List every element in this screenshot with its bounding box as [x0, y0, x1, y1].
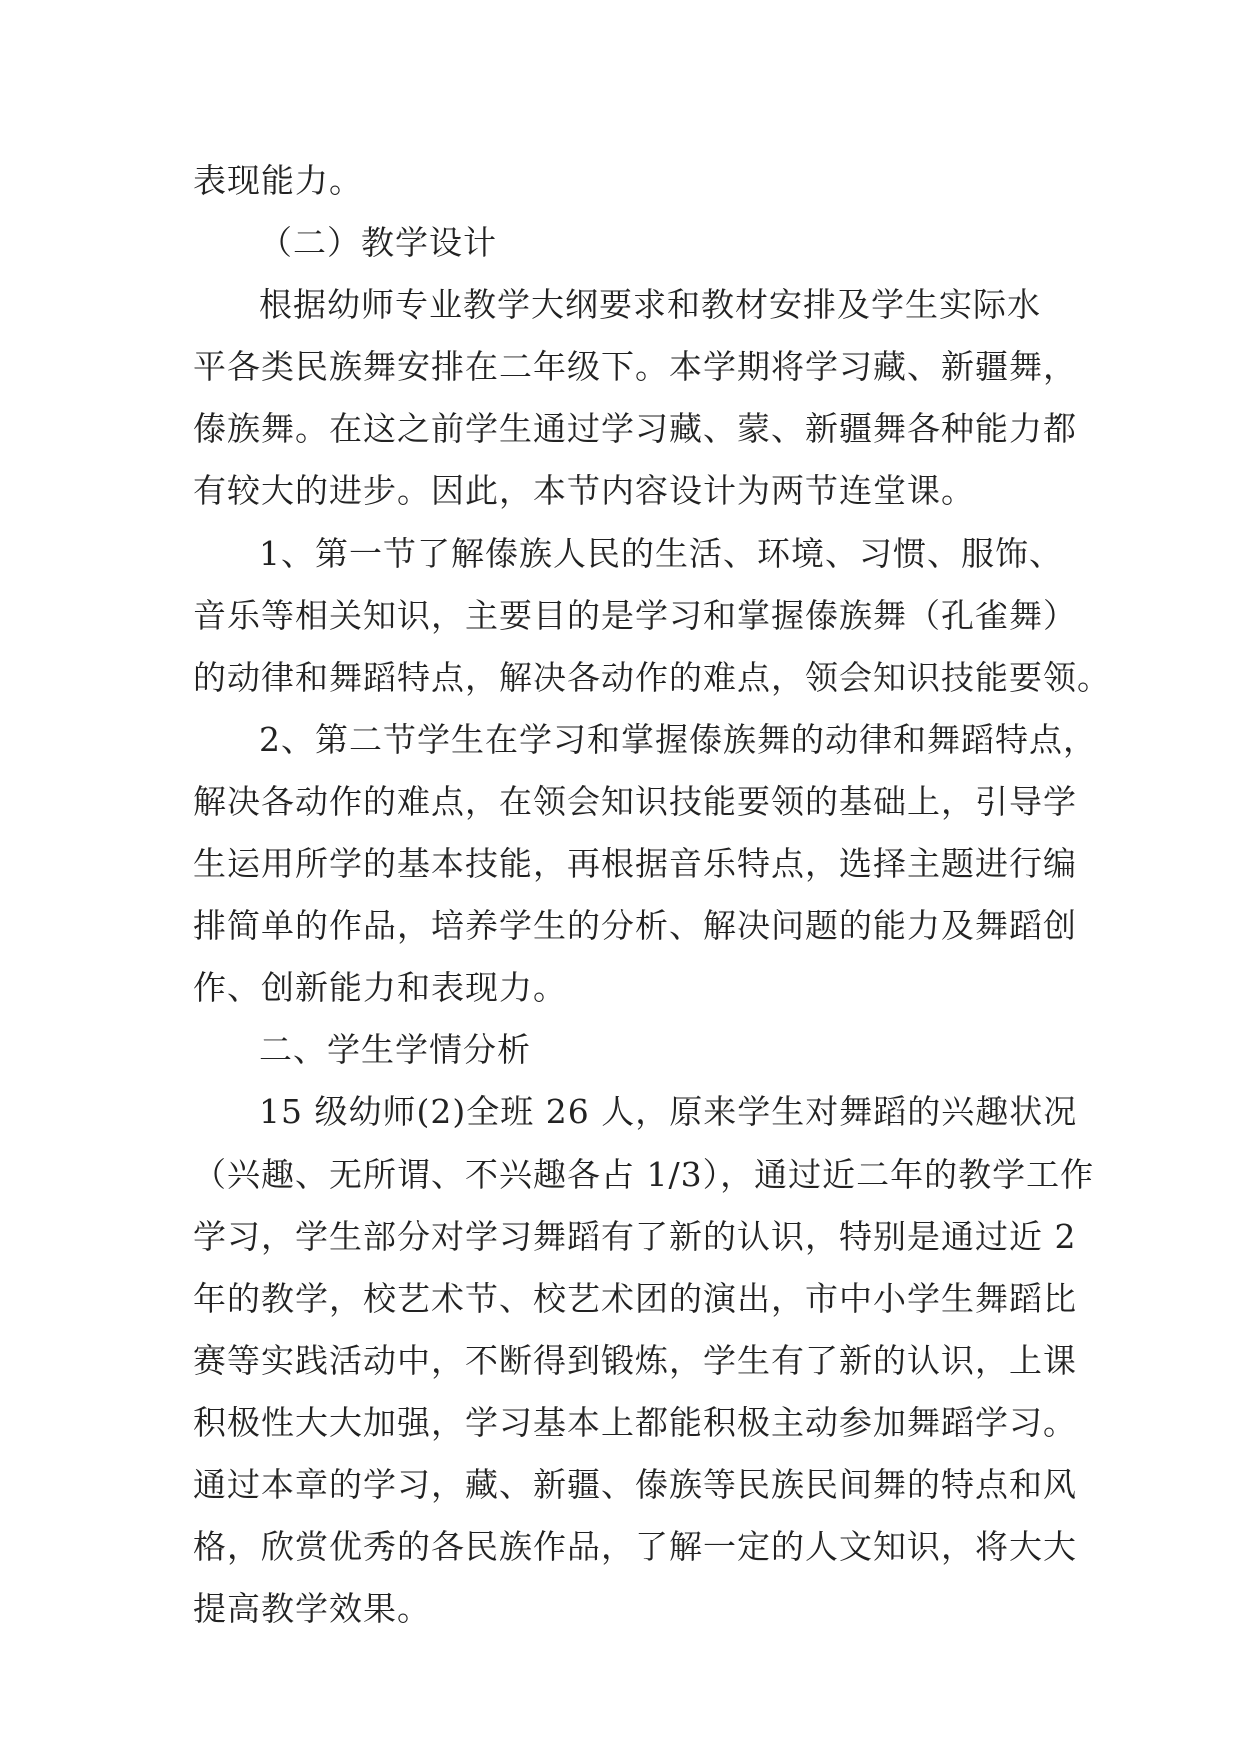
text-line: 平各类民族舞安排在二年级下。本学期将学习藏、新疆舞， — [193, 347, 1077, 387]
text-line: 格，欣赏优秀的各民族作品，了解一定的人文知识，将大大 — [193, 1527, 1077, 1567]
text-line: 根据幼师专业教学大纲要求和教材安排及学生实际水 — [259, 285, 1041, 325]
text-line: 生运用所学的基本技能，再根据音乐特点，选择主题进行编 — [193, 844, 1077, 884]
text-line: 音乐等相关知识，主要目的是学习和掌握傣族舞（孔雀舞） — [193, 595, 1077, 635]
text-line: 积极性大大加强，学习基本上都能积极主动参加舞蹈学习。 — [193, 1402, 1077, 1442]
text-line: 赛等实践活动中，不断得到锻炼，学生有了新的认识，上课 — [193, 1340, 1077, 1380]
body-text — [193, 150, 1111, 1640]
text-line: 2、第二节学生在学习和掌握傣族舞的动律和舞蹈特点， — [259, 719, 1097, 759]
text-line: 学习，学生部分对学习舞蹈有了新的认识，特别是通过近 2 — [193, 1216, 1077, 1256]
text-line: 作、创新能力和表现力。 — [193, 968, 567, 1008]
text-line: （兴趣、无所谓、不兴趣各占 1/3），通过近二年的教学工作 — [193, 1154, 1095, 1194]
text-line: 提高教学效果。 — [193, 1589, 431, 1629]
text-line: 15 级幼师(2)全班 26 人，原来学生对舞蹈的兴趣状况 — [259, 1092, 1078, 1132]
text-line: 的动律和舞蹈特点，解决各动作的难点，领会知识技能要领。 — [193, 657, 1111, 697]
text-line: 通过本章的学习，藏、新疆、傣族等民族民间舞的特点和风 — [193, 1464, 1077, 1504]
text-line: 解决各动作的难点，在领会知识技能要领的基础上，引导学 — [193, 781, 1077, 821]
text-line: 1、第一节了解傣族人民的生活、环境、习惯、服饰、 — [259, 533, 1063, 573]
text-line: 表现能力。 — [193, 161, 363, 200]
section-heading-student-analysis: 二、学生学情分析 — [259, 1030, 531, 1070]
text-line: 有较大的进步。因此，本节内容设计为两节连堂课。 — [193, 471, 975, 511]
text-line: 年的教学，校艺术节、校艺术团的演出，市中小学生舞蹈比 — [193, 1278, 1077, 1318]
section-heading-teaching-design: （二）教学设计 — [259, 223, 497, 263]
text-line: 傣族舞。在这之前学生通过学习藏、蒙、新疆舞各种能力都 — [193, 409, 1077, 449]
text-line: 排简单的作品，培养学生的分析、解决问题的能力及舞蹈创 — [193, 906, 1077, 946]
